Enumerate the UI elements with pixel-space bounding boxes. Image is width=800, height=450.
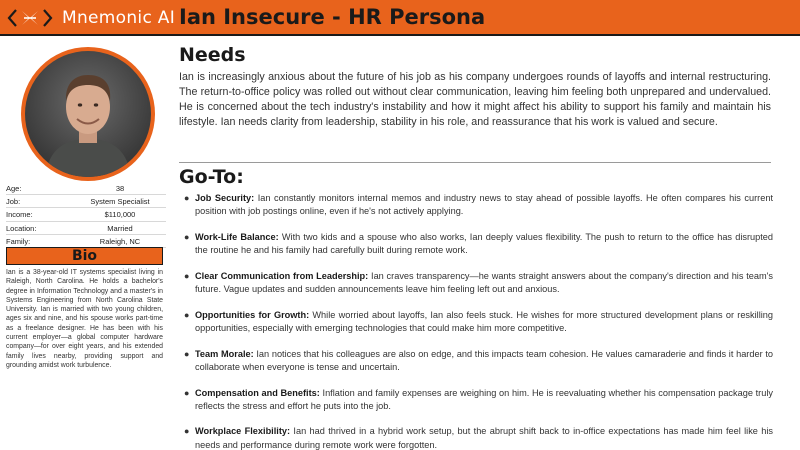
bullet-icon: ● bbox=[184, 309, 190, 320]
fact-row-age bbox=[6, 182, 166, 195]
goto-item-title: Compensation and Benefits: bbox=[195, 387, 320, 398]
goto-item-work-life-balance bbox=[183, 231, 773, 257]
bio-text: Ian is a 38-year-old IT systems specialist living in Raleigh, North Carolina. He holds a bachelor's degree in Information Technology and a master's in Systems Engineering from North Carolina State University. Ian is married with two young children, ages six and nine, and his spouse works part-time as a freelance designer. He has been with his current employer—a global computer hardware company—for over eight years, and his extended family lives nearby, providing support and grounding amidst work turbulence. bbox=[6, 269, 163, 369]
section-divider bbox=[179, 162, 771, 163]
needs-heading: Needs bbox=[179, 44, 246, 66]
goto-item-title: Clear Communication from Leadership: bbox=[195, 270, 369, 281]
goto-item-growth bbox=[183, 309, 773, 335]
fact-label: Income: bbox=[6, 210, 33, 220]
fact-label: Age: bbox=[6, 184, 22, 193]
bio-heading: Bio bbox=[6, 247, 163, 265]
goto-item-title: Team Morale: bbox=[195, 348, 254, 359]
goto-item-text: Ian constantly monitors internal memos and industry news to stay ahead of possible layoffs. He often compares his current position with job postings online, even if he's not actively applying. bbox=[195, 193, 774, 217]
goto-item-compensation bbox=[183, 387, 773, 413]
page-title: Ian Insecure - HR Persona bbox=[179, 5, 486, 29]
bullet-icon: ● bbox=[184, 426, 190, 437]
goto-item-title: Workplace Flexibility: bbox=[195, 426, 291, 437]
goto-item-text: Ian craves transparency—he wants straight answers about the company's direction and his team's future. Vague updates and sudden announcements leave him feeling left out and anxious. bbox=[195, 270, 773, 295]
bullet-icon: ● bbox=[184, 193, 190, 203]
bullet-icon: ● bbox=[184, 348, 190, 359]
fact-value: 38 bbox=[115, 184, 125, 193]
persona-facts-table bbox=[6, 182, 166, 248]
goto-item-team-morale bbox=[183, 348, 773, 374]
goto-list bbox=[183, 192, 773, 450]
goto-item-job-security bbox=[183, 192, 773, 218]
goto-item-clear-communication bbox=[183, 270, 773, 296]
bullet-icon: ● bbox=[184, 231, 190, 242]
fact-value: Married bbox=[107, 223, 133, 233]
goto-item-title: Job Security: bbox=[195, 193, 255, 203]
goto-item-text: With two kids and a spouse who also works, Ian deeply values flexibility. The push to return to the office has disrupted the routine he and his family had carefully built during remote work. bbox=[195, 231, 773, 256]
fact-row-family bbox=[6, 235, 166, 248]
fact-label: Location: bbox=[6, 223, 37, 233]
fact-row-location bbox=[6, 222, 166, 235]
brand-name: Mnemonic AI bbox=[62, 8, 176, 28]
fact-label: Job: bbox=[6, 197, 21, 207]
goto-item-workplace-flexibility bbox=[183, 425, 773, 450]
fact-row-job bbox=[6, 195, 166, 208]
needs-text: Ian is increasingly anxious about the future of his job as his company undergoes rounds of layoffs and internal restructuring. The return-to-office policy was rolled out without clear communication, leaving him feeling both unprepared and undervalued. He is concerned about the tech industry's instability and how it might affect his ability to support his family and maintain his lifestyle. Ian needs clarity from leadership, stability in his role, and reassurance that his work is valued and secure. bbox=[179, 71, 771, 128]
mnemonic-logo-icon bbox=[6, 7, 54, 29]
fact-value: $110,000 bbox=[104, 210, 136, 220]
goto-item-title: Work-Life Balance: bbox=[195, 231, 279, 242]
fact-row-income bbox=[6, 208, 166, 221]
fact-value: Raleigh, NC bbox=[99, 236, 141, 246]
goto-item-text: Ian had thrived in a hybrid work setup, but the abrupt shift back to in-office expectations has made him feel like his needs and performance during remote work were forgotten. bbox=[195, 426, 773, 450]
goto-item-title: Opportunities for Growth: bbox=[195, 309, 310, 320]
goto-item-text: Ian notices that his colleagues are also on edge, and this impacts team cohesion. He values camaraderie and finds it harder to collaborate when everyone is tense and uncertain. bbox=[195, 348, 773, 372]
persona-photo bbox=[21, 47, 155, 181]
bullet-icon: ● bbox=[184, 387, 190, 398]
goto-item-text: Inflation and family expenses are weighing on him. He is reevaluating whether his compensation package truly reflects the stress and effort he puts into the job. bbox=[195, 387, 773, 411]
bullet-icon: ● bbox=[184, 270, 190, 281]
fact-value: System Specialist bbox=[90, 197, 150, 207]
persona-portrait-icon bbox=[25, 51, 151, 177]
goto-item-text: While worried about layoffs, Ian also feels stuck. He wishes for more structured development plans or reskilling opportunities, especially with emerging technologies that could make him more competitive. bbox=[195, 309, 773, 333]
header-bar bbox=[0, 0, 800, 36]
goto-heading: Go-To: bbox=[179, 166, 244, 188]
fact-label: Family: bbox=[6, 236, 31, 246]
